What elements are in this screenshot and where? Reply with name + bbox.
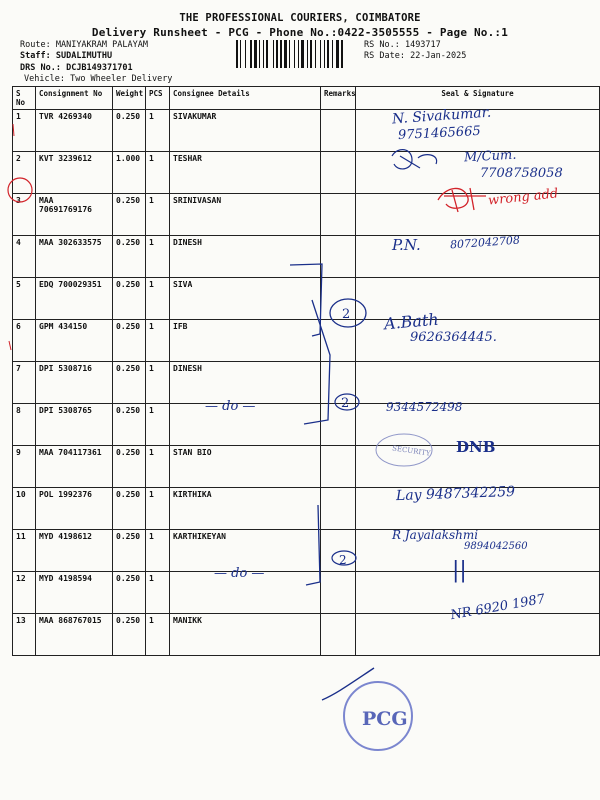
row-sno: 8 (13, 404, 36, 446)
row-pcs: 1 (146, 446, 170, 488)
row-consignment: GPM 434150 (36, 320, 113, 362)
row-remarks (321, 236, 356, 278)
row-pcs: 1 (146, 320, 170, 362)
row-sno: 7 (13, 362, 36, 404)
row-remarks (321, 194, 356, 236)
row-consignment: MYD 4198594 (36, 572, 113, 614)
row-pcs: 1 (146, 572, 170, 614)
rs-no-value: 1493717 (404, 40, 441, 50)
row-signature (356, 362, 600, 404)
row-sno: 1 (13, 110, 36, 152)
row-pcs: 1 (146, 404, 170, 446)
table-row (13, 362, 600, 404)
signature-2-name: M/Cum. (463, 147, 517, 166)
row-pcs: 1 (146, 278, 170, 320)
row-consignment: MYD 4198612 (36, 530, 113, 572)
row-consignee: STAN BIO (170, 446, 321, 488)
barcode-bar (298, 40, 299, 68)
header-sno: S No (13, 87, 36, 110)
row-signature (356, 614, 600, 656)
row-pcs: 1 (146, 362, 170, 404)
row-consignment: MAA 868767015 (36, 614, 113, 656)
row-sno: 2 (13, 152, 36, 194)
row-weight: 0.250 (113, 488, 146, 530)
row-weight: 0.250 (113, 446, 146, 488)
barcode-bar (273, 40, 274, 68)
row-remarks (321, 362, 356, 404)
signature-11-phone: 9894042560 (464, 541, 528, 552)
row-remarks (321, 530, 356, 572)
row-consignment: DPI 5308765 (36, 404, 113, 446)
header-weight: Weight (113, 87, 146, 110)
header-remarks: Remarks (321, 87, 356, 110)
runsheet-subtitle: Delivery Runsheet - PCG - Phone No.:0422-3505555 - Page No.:1 (91, 26, 509, 39)
pcg-stamp-label: PCG (362, 708, 408, 730)
circled-number-row-6: 2 (342, 307, 351, 322)
signature-9-text: DNB (456, 438, 496, 456)
row-consignee: DINESH (170, 236, 321, 278)
row-signature (356, 194, 600, 236)
row-weight: 0.250 (113, 362, 146, 404)
barcode-bar (332, 40, 333, 68)
row-pcs: 1 (146, 614, 170, 656)
header-consignee: Consignee Details (170, 87, 321, 110)
barcode-bar (294, 40, 295, 68)
row-sno: 9 (13, 446, 36, 488)
row-consignee: KARTHIKEYAN (170, 530, 321, 572)
signature-13-text: NR 6920 1987 (449, 591, 547, 624)
vehicle-line: Vehicle: Two Wheeler Delivery (24, 74, 173, 84)
row-consignee: IFB (170, 320, 321, 362)
barcode-bar (266, 40, 268, 68)
pcg-stamp-initial-stroke (322, 668, 374, 700)
barcode-bar (240, 40, 241, 68)
table-row (13, 320, 600, 362)
row-consignment: MAA 70691769176 (36, 194, 113, 236)
row-sno: 12 (13, 572, 36, 614)
row-weight: 0.250 (113, 404, 146, 446)
staff-value: SUDALIMUTHU (55, 51, 113, 61)
signature-4-name: P.N. (392, 236, 421, 254)
barcode-bar (259, 40, 260, 68)
row-consignee: SRINIVASAN (170, 194, 321, 236)
barcode (236, 40, 356, 68)
row-consignment: EDQ 700029351 (36, 278, 113, 320)
row-consignee: KIRTHIKA (170, 488, 321, 530)
barcode-bar (320, 40, 321, 68)
barcode-bar (307, 40, 308, 68)
row-consignee: TESHAR (170, 152, 321, 194)
header-signature: Seal & Signature (356, 87, 600, 110)
circled-number-row-12: 2 (339, 553, 347, 567)
barcode-bar (280, 40, 282, 68)
row-weight: 0.250 (113, 614, 146, 656)
row-pcs: 1 (146, 488, 170, 530)
barcode-bar (327, 40, 329, 68)
barcode-bar (236, 40, 238, 68)
staff-line: Staff: SUDALIMUTHU (20, 51, 113, 61)
row-remarks (321, 446, 356, 488)
ditto-mark-row-12: — do — (214, 566, 265, 581)
row-weight: 0.250 (113, 320, 146, 362)
barcode-bar (341, 40, 343, 68)
signature-1-phone: 9751465665 (397, 123, 482, 144)
signature-6-phone: 9626364445. (410, 330, 497, 345)
vehicle-value: Two Wheeler Delivery (70, 74, 173, 84)
barcode-bar (315, 40, 316, 68)
row-sno: 10 (13, 488, 36, 530)
row-pcs: 1 (146, 152, 170, 194)
route-line: Route: MANIYAKRAM PALAYAM (20, 40, 148, 50)
row-sno: 5 (13, 278, 36, 320)
red-tick-row-7 (9, 341, 11, 350)
barcode-bar (263, 40, 264, 68)
row-sno: 4 (13, 236, 36, 278)
row-sno: 6 (13, 320, 36, 362)
row-pcs: 1 (146, 236, 170, 278)
barcode-bar (310, 40, 312, 68)
row-weight: 1.000 (113, 152, 146, 194)
signature-1-name: N. Sivakumar. (391, 104, 492, 128)
row-weight: 0.250 (113, 236, 146, 278)
barcode-bar (254, 40, 257, 68)
row-remarks (321, 572, 356, 614)
row-sno: 11 (13, 530, 36, 572)
barcode-bar (250, 40, 252, 68)
row-consignment: MAA 704117361 (36, 446, 113, 488)
security-stamp-label: SECURITY (391, 444, 431, 458)
company-title: THE PROFESSIONAL COURIERS, COIMBATORE (179, 12, 421, 24)
barcode-bar (336, 40, 339, 68)
row-consignment: POL 1992376 (36, 488, 113, 530)
row-remarks (321, 152, 356, 194)
route-value: MANIYAKRAM PALAYAM (55, 40, 148, 50)
table-row (13, 446, 600, 488)
signature-12-mark: || (452, 558, 467, 583)
row-consignee: SIVA (170, 278, 321, 320)
row-weight: 0.250 (113, 572, 146, 614)
rs-date-value: 22-Jan-2025 (410, 51, 467, 61)
signature-4-phone: 8072042708 (449, 233, 521, 252)
rs-no-line: RS No.: 1493717 (364, 40, 441, 50)
row-remarks (321, 110, 356, 152)
drs-value: DCJB149371701 (66, 63, 133, 73)
row-pcs: 1 (146, 530, 170, 572)
row-consignee: MANIKK (170, 614, 321, 656)
row-pcs: 1 (146, 194, 170, 236)
header-pcs: PCS (146, 87, 170, 110)
row-remarks (321, 614, 356, 656)
table-row (13, 614, 600, 656)
table-row (13, 110, 600, 152)
signature-11-name: R Jayalakshmi (392, 528, 479, 542)
header-consignment: Consignment No (36, 87, 113, 110)
row-remarks (321, 320, 356, 362)
barcode-bar (276, 40, 278, 68)
drs-line: DRS No.: DCJB149371701 (20, 63, 133, 73)
barcode-bar (289, 40, 290, 68)
row-weight: 0.250 (113, 278, 146, 320)
signature-6-name: A.Bath (383, 309, 440, 334)
row-sno: 3 (13, 194, 36, 236)
rs-date-line: RS Date: 22-Jan-2025 (364, 51, 467, 61)
row-remarks (321, 488, 356, 530)
signature-3-red-note: wrong add (487, 186, 559, 209)
row-consignment: MAA 302633575 (36, 236, 113, 278)
signature-10-text: Lay 9487342259 (395, 483, 516, 505)
row-weight: 0.250 (113, 194, 146, 236)
signature-8-phone: 9344572498 (386, 400, 463, 414)
barcode-bar (324, 40, 325, 68)
table-row (13, 404, 600, 446)
signature-2-phone: 7708758058 (480, 166, 563, 181)
row-remarks (321, 404, 356, 446)
row-consignment: DPI 5308716 (36, 362, 113, 404)
row-consignee: SIVAKUMAR (170, 110, 321, 152)
barcode-bar (284, 40, 287, 68)
row-weight: 0.250 (113, 110, 146, 152)
circled-number-row-8: 2 (341, 396, 350, 411)
row-consignment: KVT 3239612 (36, 152, 113, 194)
row-sno: 13 (13, 614, 36, 656)
row-pcs: 1 (146, 110, 170, 152)
table-row (13, 278, 600, 320)
row-consignment: TVR 4269340 (36, 110, 113, 152)
barcode-bar (301, 40, 304, 68)
ditto-mark-row-8: — do — (205, 399, 256, 414)
table-header-row (13, 87, 600, 110)
row-weight: 0.250 (113, 530, 146, 572)
barcode-bar (245, 40, 246, 68)
row-consignee: DINESH (170, 362, 321, 404)
